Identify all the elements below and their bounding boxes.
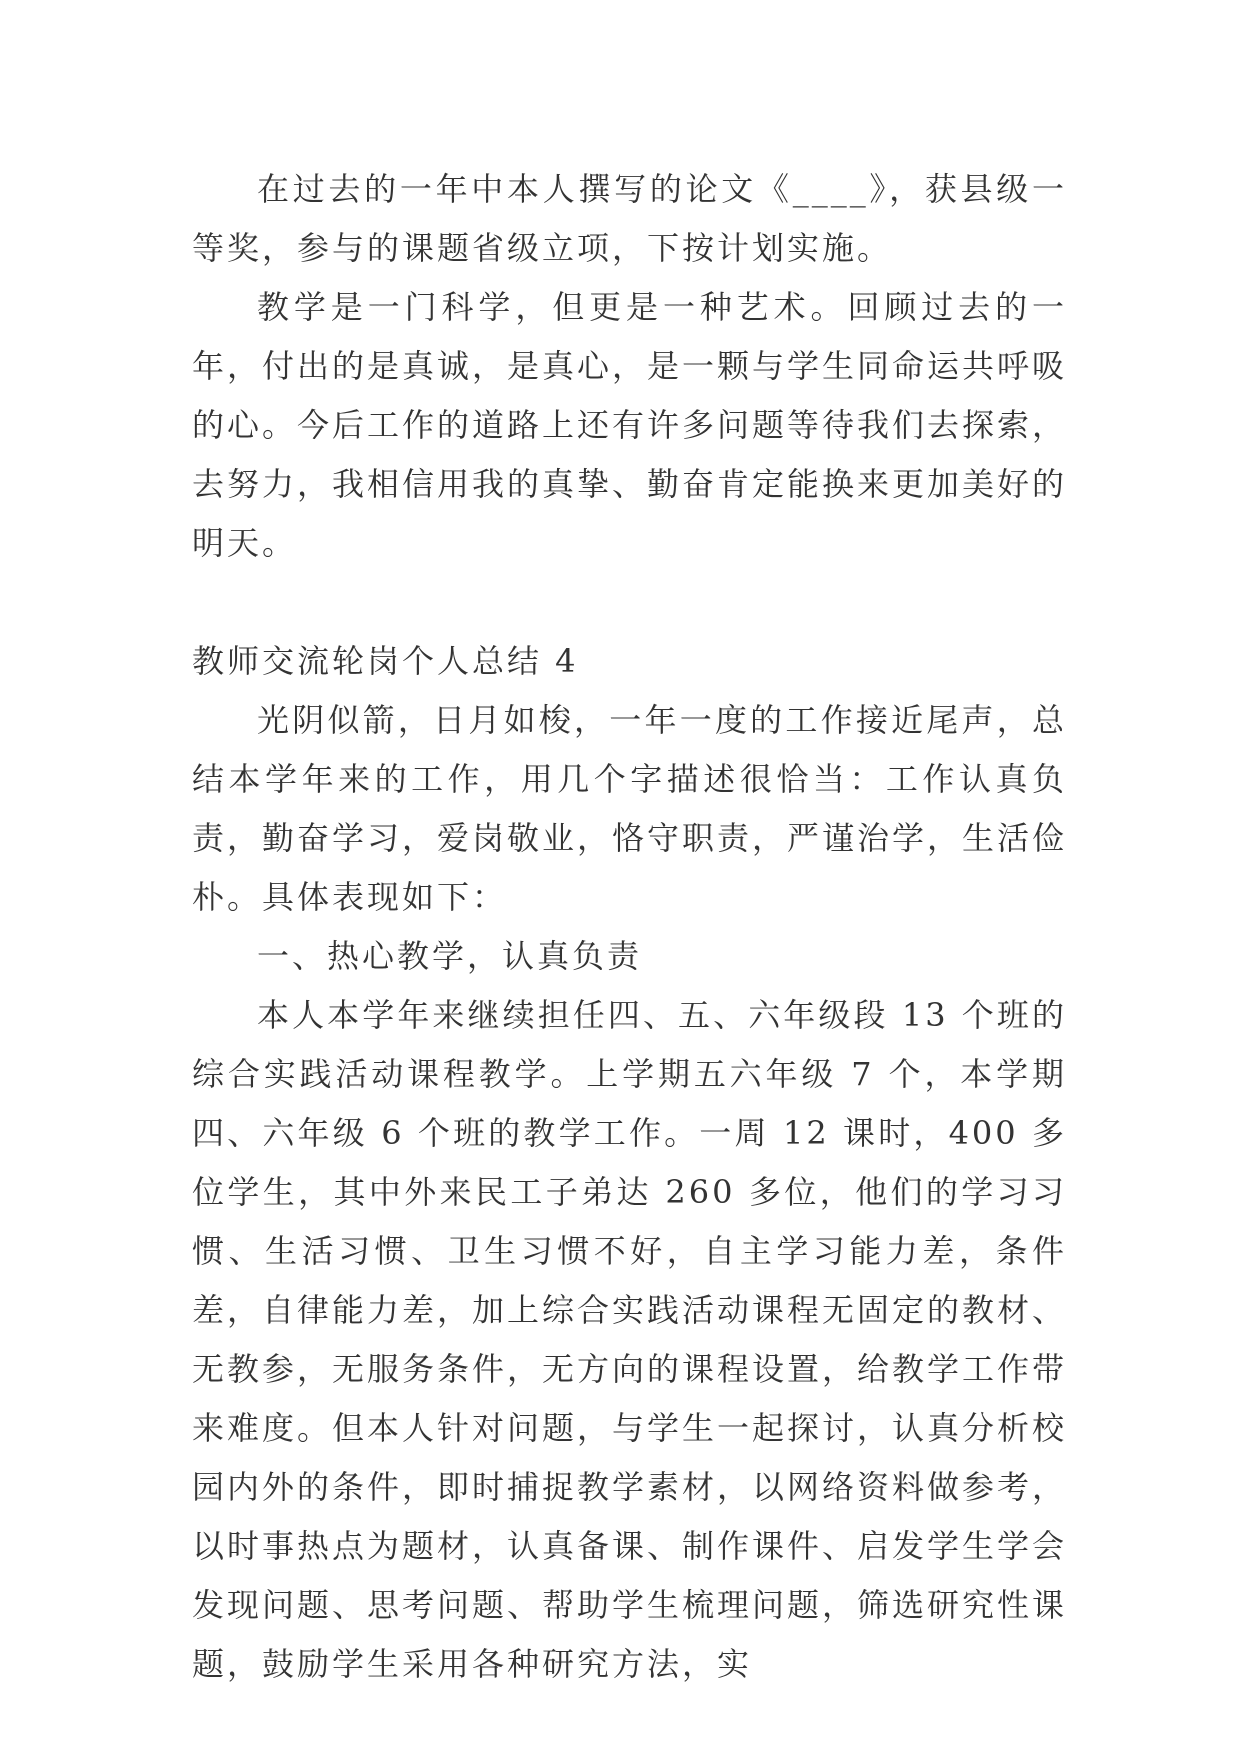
subheading-enthusiastic-teaching: 一、热心教学，认真负责: [257, 937, 643, 975]
paragraph-summary-intro: 光阴似箭，日月如梭，一年一度的工作接近尾声，总结本学年来的工作，用几个字描述很恰当：工作认真负责，勤奋学习，爱岗敬业，恪守职责，严谨治学，生活俭朴。具体表现如下：: [192, 701, 1068, 916]
paragraph-teaching-details: 本人本学年来继续担任四、五、六年级段 13 个班的综合实践活动课程教学。上学期五六年级 7 个，本学期四、六年级 6 个班的教学工作。一周 12 课时，400 多位学生，其中外来民工子弟达 260 多位，他们的学习习惯、生活习惯、卫生习惯不好，自主学习能力差，条件差，自律能力差，加上综合实践活动课程无固定的教材、无教参，无服务条件，无方向的课程设置，给教学工作带来难度。但本人针对问题，与学生一起探讨，认真分析校园内外的条件，即时捕捉教学素材，以网络资料做参考，以时事热点为题材，认真备课、制作课件、启发学生学会发现问题、思考问题、帮助学生梳理问题，筛选研究性课题，鼓励学生采用各种研究方法，实: [192, 996, 1068, 1683]
paragraph-paper-award: 在过去的一年中本人撰写的论文《____》，获县级一等奖，参与的课题省级立项，下按计划实施。: [192, 170, 1067, 267]
section-title: 教师交流轮岗个人总结 4: [192, 642, 579, 680]
document-body: [192, 160, 1067, 1694]
paragraph-teaching-art: 教学是一门科学，但更是一种艺术。回顾过去的一年，付出的是真诚，是真心，是一颗与学生同命运共呼吸的心。今后工作的道路上还有许多问题等待我们去探索，去努力，我相信用我的真挚、勤奋肯定能换来更加美好的明天。: [192, 288, 1068, 562]
